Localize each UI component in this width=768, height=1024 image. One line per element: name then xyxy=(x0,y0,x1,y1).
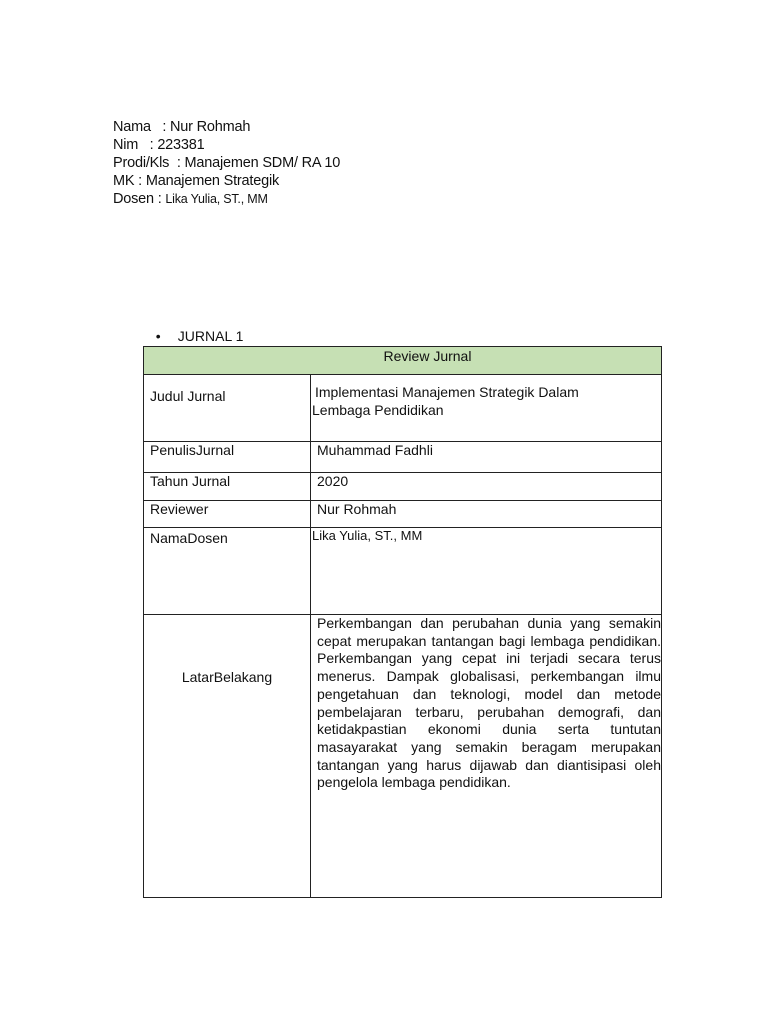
judul-label: Judul Jurnal xyxy=(144,375,311,442)
table-row-reviewer xyxy=(144,501,662,528)
course-name: MK : Manajemen Strategik xyxy=(113,173,280,189)
penulis-label: PenulisJurnal xyxy=(144,442,311,473)
review-table xyxy=(143,346,662,898)
latar-belakang-value: Perkembangan dan perubahan dunia yang semakin cepat merupakan tantangan bagi lembaga pendidikan. Perkembangan yang cepat ini terjadi secara terus menerus. Dampak globalisasi, perkembangan ilmu pengetahuan dan teknologi, model dan metode pembelajaran terbaru, perubahan demografi, dan ketidakpastian ekonomi dunia serta tuntutan masayarakat yang semakin beragam merupakan tantangan yang harus dijawab dan diantisipasi oleh pengelola lembaga pendidikan. xyxy=(311,615,662,898)
review-header xyxy=(144,347,662,375)
reviewer-label: Reviewer xyxy=(144,501,311,528)
lecturer-name: Lika Yulia, ST., MM xyxy=(165,192,268,206)
section-heading xyxy=(148,309,243,345)
judul-value-line1: Implementasi Manajemen Strategik Dalam xyxy=(315,384,579,400)
penulis-value: Muhammad Fadhli xyxy=(311,442,662,473)
student-nim: Nim : 223381 xyxy=(113,137,205,153)
table-row-tahun xyxy=(144,473,662,501)
student-prodi: Prodi/Kls : Manajemen SDM/ RA 10 xyxy=(113,155,341,171)
review-header-label: Review Jurnal xyxy=(383,348,472,364)
student-name: Nama : Nur Rohmah xyxy=(113,119,251,135)
tahun-value: 2020 xyxy=(311,473,662,501)
nama-dosen-label: NamaDosen xyxy=(144,528,311,615)
table-row-judul xyxy=(144,375,662,442)
tahun-label: Tahun Jurnal xyxy=(144,473,311,501)
review-header-row xyxy=(144,347,662,375)
table-row-latar-belakang xyxy=(144,615,662,898)
section-title: JURNAL 1 xyxy=(177,328,244,344)
latar-belakang-label: LatarBelakang xyxy=(144,615,311,898)
bullet-icon: • xyxy=(155,328,161,344)
judul-value-line2: Lembaga Pendidikan xyxy=(312,402,444,418)
table-row-nama-dosen xyxy=(144,528,662,615)
judul-value xyxy=(311,375,662,442)
lecturer-label: Dosen : xyxy=(113,191,166,207)
lecturer-line xyxy=(113,190,340,208)
reviewer-value: Nur Rohmah xyxy=(311,501,662,528)
table-row-penulis xyxy=(144,442,662,473)
nama-dosen-value: Lika Yulia, ST., MM xyxy=(311,528,662,615)
student-info xyxy=(113,118,340,208)
